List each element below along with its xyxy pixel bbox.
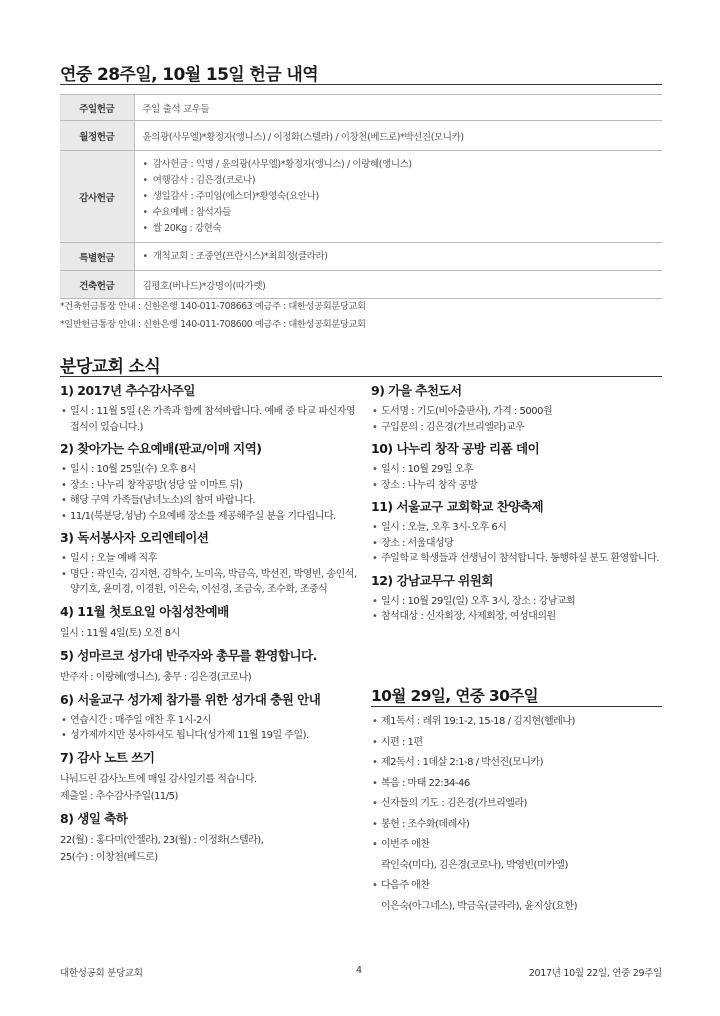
list-item: • 참석대상 : 신자회장, 사제회장, 여성대의원 (371, 609, 664, 625)
row-label: 주일헌금 (60, 95, 134, 121)
news-right-column (371, 380, 664, 628)
list-item: • 연습시간 : 매주일 애찬 후 1시-2시 (60, 713, 360, 729)
list-item: • 장소 : 나누리 창작 공방 (371, 478, 664, 494)
news-item-title: 8) 생일 축하 (60, 810, 128, 826)
list-item: • 다음주 애찬 (371, 876, 664, 897)
news-item (60, 380, 360, 435)
news-item (60, 689, 360, 744)
plain-line: 제출일 : 추수감사주일(11/5) (60, 790, 178, 802)
list-item: • 쌀 20Kg : 강현숙 (143, 221, 663, 237)
news-item-title: 3) 독서봉사자 오리엔테이션 (60, 530, 209, 545)
list-item-detail: 이은숙(아그네스), 박금옥(클라라), 윤지상(요한) (381, 900, 578, 912)
offering-row-special (60, 243, 662, 271)
plain-line: 25(수) : 이창천(베드로) (60, 851, 158, 863)
offering-title-rule (60, 84, 662, 85)
list-item: • 도서명 : 기도(비아출판사), 가격 : 5000원 (371, 404, 664, 420)
news-left-column (60, 380, 360, 869)
list-item: • 봉헌 : 조수화(데레사) (371, 815, 664, 836)
offering-row-building (60, 271, 662, 299)
row-label: 건축헌금 (60, 271, 134, 299)
list-item: • 감사헌금 : 익명 / 윤의광(사무엘)*황정자(앵니스) / 이랑혜(앵니스) (143, 157, 663, 173)
news-title: 분당교회 소식 (60, 357, 161, 377)
plain-line: 22(월) : 홍다미(안젤라), 23(월) : 이정화(스텔라), (60, 834, 264, 846)
offering-title: 연중 28주일, 10월 15일 헌금 내역 (60, 65, 319, 85)
list-item: • 이번주 애찬 (371, 835, 664, 856)
list-item: • 제2독서 : 1데살 2:1-8 / 박선진(모니카) (371, 753, 664, 774)
plain-line: 일시 : 11월 4일(토) 오전 8시 (60, 627, 180, 639)
list-item: • 해당 구역 가족들(남녀노소)의 참여 바랍니다. (60, 493, 360, 509)
news-item (60, 601, 360, 642)
list-item: • 11/1(북분당,성남) 수요예배 장소를 제공해주실 분을 기다립니다. (60, 509, 360, 525)
liturgy-title: 10월 29일, 연중 30주일 (371, 687, 539, 705)
list-item: • 생일감사 : 주미임(에스더)*황영숙(요안나) (143, 189, 663, 205)
page-number: 4 (356, 965, 362, 976)
news-item-title: 6) 서울교구 성가제 참가를 위한 성가대 충원 안내 (60, 691, 321, 707)
row-value: 김평호(버나드)*강명이(따가렛) (134, 271, 662, 299)
news-item-title: 12) 강남교무구 위원회 (371, 572, 493, 588)
news-item-title: 1) 2017년 추수감사주일 (60, 383, 195, 398)
news-item-title: 9) 가을 추천도서 (371, 383, 462, 398)
row-label: 특별헌금 (60, 243, 134, 271)
liturgy-list (371, 712, 664, 917)
news-item-title: 11) 서울교구 교회학교 찬양축제 (371, 499, 544, 514)
list-item: • 일시 : 10월 29일 오후 (371, 462, 664, 478)
list-item: • 일시 : 10월 29일(일) 오후 3시, 장소 : 강남교회 (371, 594, 664, 610)
offering-row-sunday (60, 95, 662, 121)
list-item: • 장소 : 서울대성당 (371, 536, 664, 552)
list-item: • 개척교회 : 조중연(프란시스)*최희정(클라라) (143, 249, 663, 265)
list-item: • 성가제까지만 봉사하셔도 됩니다(성가제 11월 19일 주일). (60, 728, 360, 744)
list-item: • 신자들의 기도 : 김은경(가브리엘라) (371, 794, 664, 815)
list-item: • 여행감사 : 김은경(코로나) (143, 173, 663, 189)
list-item: • 시편 : 1편 (371, 733, 664, 754)
list-item: • 일시 : 10월 25일(수) 오후 8시 (60, 462, 360, 478)
plain-line: 반주자 : 이랑혜(앵니스), 총무 : 김은경(코로나) (60, 671, 252, 683)
news-item (371, 438, 664, 493)
offering-table (60, 94, 662, 299)
news-item (60, 645, 360, 686)
plain-line: 나눠드린 감사노트에 매일 감사일기를 적습니다. (60, 773, 257, 785)
news-item (60, 527, 360, 598)
list-item: • 구입문의 : 김은경(가브리엘라)교우 (371, 420, 664, 436)
special-list (143, 249, 663, 265)
news-item-title: 10) 나누리 창작 공방 리폼 데이 (371, 441, 540, 456)
news-item (371, 570, 664, 625)
list-item: • 주일학교 학생들과 선생님이 참석합니다. 동행하실 분도 환영합니다. (371, 551, 664, 567)
news-item-title: 7) 감사 노트 쓰기 (60, 749, 155, 765)
row-value: 윤의광(사무엘)*황정자(앵니스) / 이정화(스텔라) / 이창천(베드로)*박선진(모니카) (134, 121, 662, 151)
list-item: • 일시 : 11월 5일 (온 가족과 함께 참석바랍니다. 예배 중 타교 파신자영접식이 있습니다.) (60, 404, 360, 435)
news-item (60, 438, 360, 524)
row-label: 감사헌금 (60, 151, 134, 243)
bank-note: *건축헌금통장 안내 : 신한은행 140-011-708663 예금주 : 대한성공회분당교회 (60, 301, 366, 312)
list-item: • 제1독서 : 레위 19:1-2, 15-18 / 김지현(헬레나) (371, 712, 664, 733)
row-label: 월정헌금 (60, 121, 134, 151)
bank-notes (60, 298, 366, 334)
row-value: 주일 출석 교우들 (134, 95, 662, 121)
news-item-title: 5) 성마르코 성가대 반주자와 총무를 환영합니다. (60, 647, 317, 663)
thanks-list (143, 157, 663, 237)
list-item: • 일시 : 오늘 예배 직후 (60, 551, 360, 567)
bank-note: *일반헌금통장 안내 : 신한은행 140-011-708600 예금주 : 대한성공회분당교회 (60, 319, 366, 330)
offering-row-thanks (60, 151, 662, 243)
list-item: • 일시 : 오늘, 오후 3시-오후 6시 (371, 520, 664, 536)
liturgy-title-rule (371, 706, 662, 707)
footer-date: 2017년 10월 22일, 연중 29주일 (528, 968, 662, 979)
list-item-detail: 곽인숙(미다), 김은경(코로나), 박영빈(미카엘) (381, 859, 568, 871)
news-item (60, 747, 360, 805)
news-item (371, 496, 664, 567)
list-item: • 명단 : 곽인숙, 김지현, 김학수, 노미옥, 박금옥, 박선진, 박영빈, 송인석, 양기호, 윤미경, 이경원, 이은숙, 이선경, 조금숙, 조수화, 조중식 (60, 567, 360, 598)
news-item (371, 380, 664, 435)
list-item: • 장소 : 나누리 창작공방(성당 앞 이마트 뒤) (60, 478, 360, 494)
news-title-rule (60, 376, 662, 377)
footer-church: 대한성공회 분당교회 (60, 968, 143, 979)
news-item-title: 4) 11월 첫토요일 아침성찬예배 (60, 603, 229, 619)
news-item-title: 2) 찾아가는 수요예배(판교/이매 지역) (60, 441, 262, 456)
offering-row-monthly (60, 121, 662, 151)
list-item: • 복음 : 마태 22:34-46 (371, 774, 664, 795)
list-item: • 수요예배 : 참석자들 (143, 205, 663, 221)
news-item (60, 808, 360, 866)
